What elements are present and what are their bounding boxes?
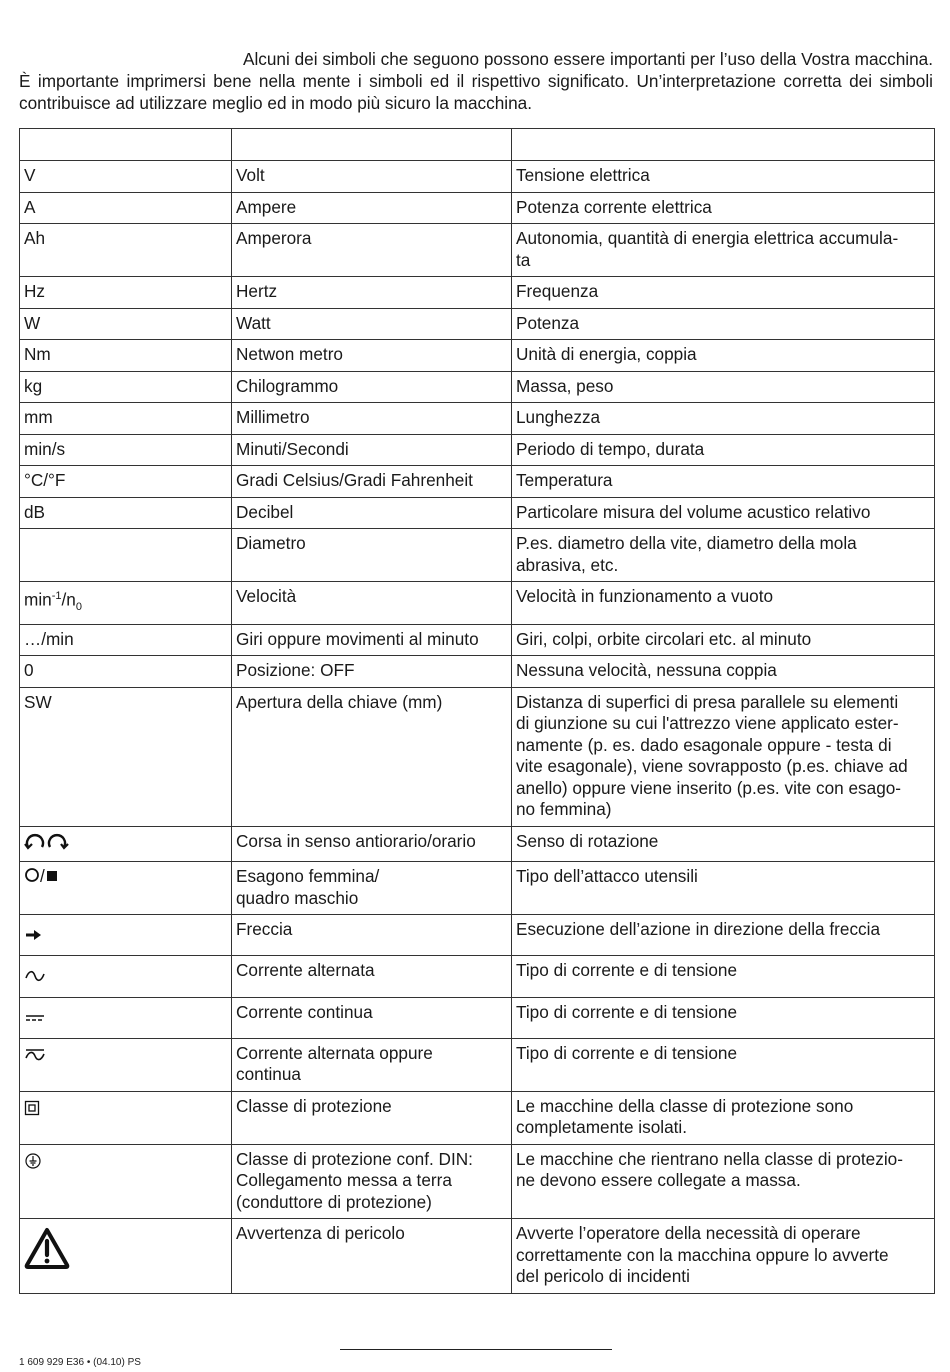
name-cell: Volt [232, 161, 512, 193]
table-row [20, 529, 935, 582]
symbol-mid: /n [61, 589, 76, 610]
meaning-cell: Tensione elettrica [512, 161, 935, 193]
table-row [20, 277, 935, 309]
warning-icon [24, 1227, 70, 1275]
symbol-cell: Nm [20, 340, 232, 372]
name-cell: Ampere [232, 192, 512, 224]
symbol-cell: dB [20, 497, 232, 529]
earth-icon [24, 1152, 42, 1176]
table-row [20, 466, 935, 498]
table-row [20, 161, 935, 193]
table-row [20, 956, 935, 997]
symbol-cell [20, 915, 232, 956]
table-row [20, 582, 935, 625]
name-cell: Corrente alternata [232, 956, 512, 997]
table-row [20, 997, 935, 1038]
name-cell: Posizione: OFF [232, 656, 512, 688]
symbol-cell: A [20, 192, 232, 224]
symbol-cell [20, 582, 232, 625]
symbol-cell: 0 [20, 656, 232, 688]
header-cell-symbol [20, 129, 232, 161]
header-cell-meaning [512, 129, 935, 161]
meaning-cell: Velocità in funzionamento a vuoto [512, 582, 935, 625]
symbol-cell [20, 862, 232, 915]
table-row [20, 1091, 935, 1144]
symbol-cell: mm [20, 403, 232, 435]
table-row [20, 371, 935, 403]
table-row [20, 403, 935, 435]
table-row [20, 1038, 935, 1091]
symbol-cell [20, 956, 232, 997]
name-cell: Corsa in senso antiorario/orario [232, 826, 512, 862]
name-cell: Corrente alternata oppure continua [232, 1038, 512, 1091]
name-cell: Hertz [232, 277, 512, 309]
meaning-cell: Periodo di tempo, durata [512, 434, 935, 466]
header-cell-name [232, 129, 512, 161]
rotation-icon [24, 831, 70, 857]
symbol-cell [20, 826, 232, 862]
table-row [20, 192, 935, 224]
name-cell: Amperora [232, 224, 512, 277]
table-row [20, 434, 935, 466]
meaning-cell: Potenza [512, 308, 935, 340]
meaning-cell: Senso di rotazione [512, 826, 935, 862]
name-cell: Classe di protezione conf. DIN: Collegamento messa a terra (conduttore di protezione) [232, 1144, 512, 1219]
symbol-cell: W [20, 308, 232, 340]
meaning-cell: Unità di energia, coppia [512, 340, 935, 372]
symbol-cell [20, 1219, 232, 1294]
meaning-cell: Massa, peso [512, 371, 935, 403]
name-cell: Minuti/Secondi [232, 434, 512, 466]
table-row [20, 862, 935, 915]
symbol-cell: kg [20, 371, 232, 403]
symbol-cell: …/min [20, 624, 232, 656]
name-cell: Classe di protezione [232, 1091, 512, 1144]
meaning-cell: Le macchine che rientrano nella classe di protezio- ne devono essere collegate a massa. [512, 1144, 935, 1219]
meaning-cell: Giri, colpi, orbite circolari etc. al minuto [512, 624, 935, 656]
name-cell: Velocità [232, 582, 512, 625]
footer-divider [340, 1349, 612, 1350]
meaning-cell: Lunghezza [512, 403, 935, 435]
table-row [20, 308, 935, 340]
ac-icon [24, 967, 46, 989]
meaning-cell: Distanza di superfici di presa parallele su elementi di giunzione su cui l'attrezzo viene applicato ester- namente (p. es. dado esagonale oppure - testa di vite esagonale), viene sovrapposto (p.es. chiave ad anello) oppure viene inserito (p.es. vite con esago- no femmina) [512, 687, 935, 826]
footer-document-code: 1 609 929 E36 • (04.10) PS [19, 1357, 141, 1368]
meaning-cell: Frequenza [512, 277, 935, 309]
symbol-subscript: 0 [75, 601, 82, 614]
name-cell: Freccia [232, 915, 512, 956]
name-cell: Esagono femmina/ quadro maschio [232, 862, 512, 915]
table-row [20, 687, 935, 826]
hexagon-icon [24, 867, 40, 889]
meaning-cell: Avverte l’operatore della necessità di operare correttamente con la macchina oppure lo avverte del pericolo di incidenti [512, 1219, 935, 1294]
symbol-superscript: -1 [51, 590, 62, 602]
name-cell: Apertura della chiave (mm) [232, 687, 512, 826]
arrow-icon [24, 926, 44, 948]
name-cell: Millimetro [232, 403, 512, 435]
name-cell: Corrente continua [232, 997, 512, 1038]
name-cell: Diametro [232, 529, 512, 582]
table-row [20, 624, 935, 656]
symbol-cell [20, 997, 232, 1038]
table-row [20, 826, 935, 862]
meaning-cell: Esecuzione dell’azione in direzione della freccia [512, 915, 935, 956]
symbols-table [19, 128, 935, 1294]
symbol-cell: SW [20, 687, 232, 826]
meaning-cell: Tipo di corrente e di tensione [512, 997, 935, 1038]
symbol-cell [20, 1038, 232, 1091]
symbol-base: min [24, 589, 52, 610]
name-cell: Giri oppure movimenti al minuto [232, 624, 512, 656]
table-row [20, 497, 935, 529]
meaning-cell: Tipo dell’attacco utensili [512, 862, 935, 915]
symbol-separator: / [40, 866, 45, 887]
table-row [20, 656, 935, 688]
symbol-cell [20, 529, 232, 582]
ac-dc-icon [24, 1047, 46, 1069]
meaning-cell: P.es. diametro della vite, diametro della mola abrasiva, etc. [512, 529, 935, 582]
meaning-cell: Particolare misura del volume acustico relativo [512, 497, 935, 529]
name-cell: Watt [232, 308, 512, 340]
symbol-cell: Hz [20, 277, 232, 309]
name-cell: Chilogrammo [232, 371, 512, 403]
name-cell: Decibel [232, 497, 512, 529]
meaning-cell: Autonomia, quantità di energia elettrica accumula- ta [512, 224, 935, 277]
symbol-cell: Ah [20, 224, 232, 277]
meaning-cell: Le macchine della classe di protezione sono completamente isolati. [512, 1091, 935, 1144]
meaning-cell: Potenza corrente elettrica [512, 192, 935, 224]
symbol-cell [20, 1144, 232, 1219]
symbol-cell: V [20, 161, 232, 193]
name-cell: Avvertenza di pericolo [232, 1219, 512, 1294]
dc-icon [24, 1008, 46, 1030]
protection-class-icon [24, 1100, 40, 1122]
table-header-row [20, 129, 935, 161]
symbol-cell: °C/°F [20, 466, 232, 498]
intro-paragraph: Alcuni dei simboli che seguono possono essere importanti per l’uso della Vostra macchina. È importante imprimersi bene nella mente i simboli ed il rispettivo significato. Un’interpretazione corretta dei simboli contribuisce ad utilizzare meglio ed in modo più sicuro la macchina. [19, 49, 933, 113]
meaning-cell: Tipo di corrente e di tensione [512, 1038, 935, 1091]
table-row [20, 340, 935, 372]
meaning-cell: Tipo di corrente e di tensione [512, 956, 935, 997]
table-row [20, 915, 935, 956]
symbol-cell [20, 1091, 232, 1144]
table-row [20, 224, 935, 277]
meaning-cell: Nessuna velocità, nessuna coppia [512, 656, 935, 688]
meaning-cell: Temperatura [512, 466, 935, 498]
square-icon [45, 867, 59, 889]
table-row [20, 1144, 935, 1219]
symbol-cell: min/s [20, 434, 232, 466]
name-cell: Netwon metro [232, 340, 512, 372]
name-cell: Gradi Celsius/Gradi Fahrenheit [232, 466, 512, 498]
table-row [20, 1219, 935, 1294]
